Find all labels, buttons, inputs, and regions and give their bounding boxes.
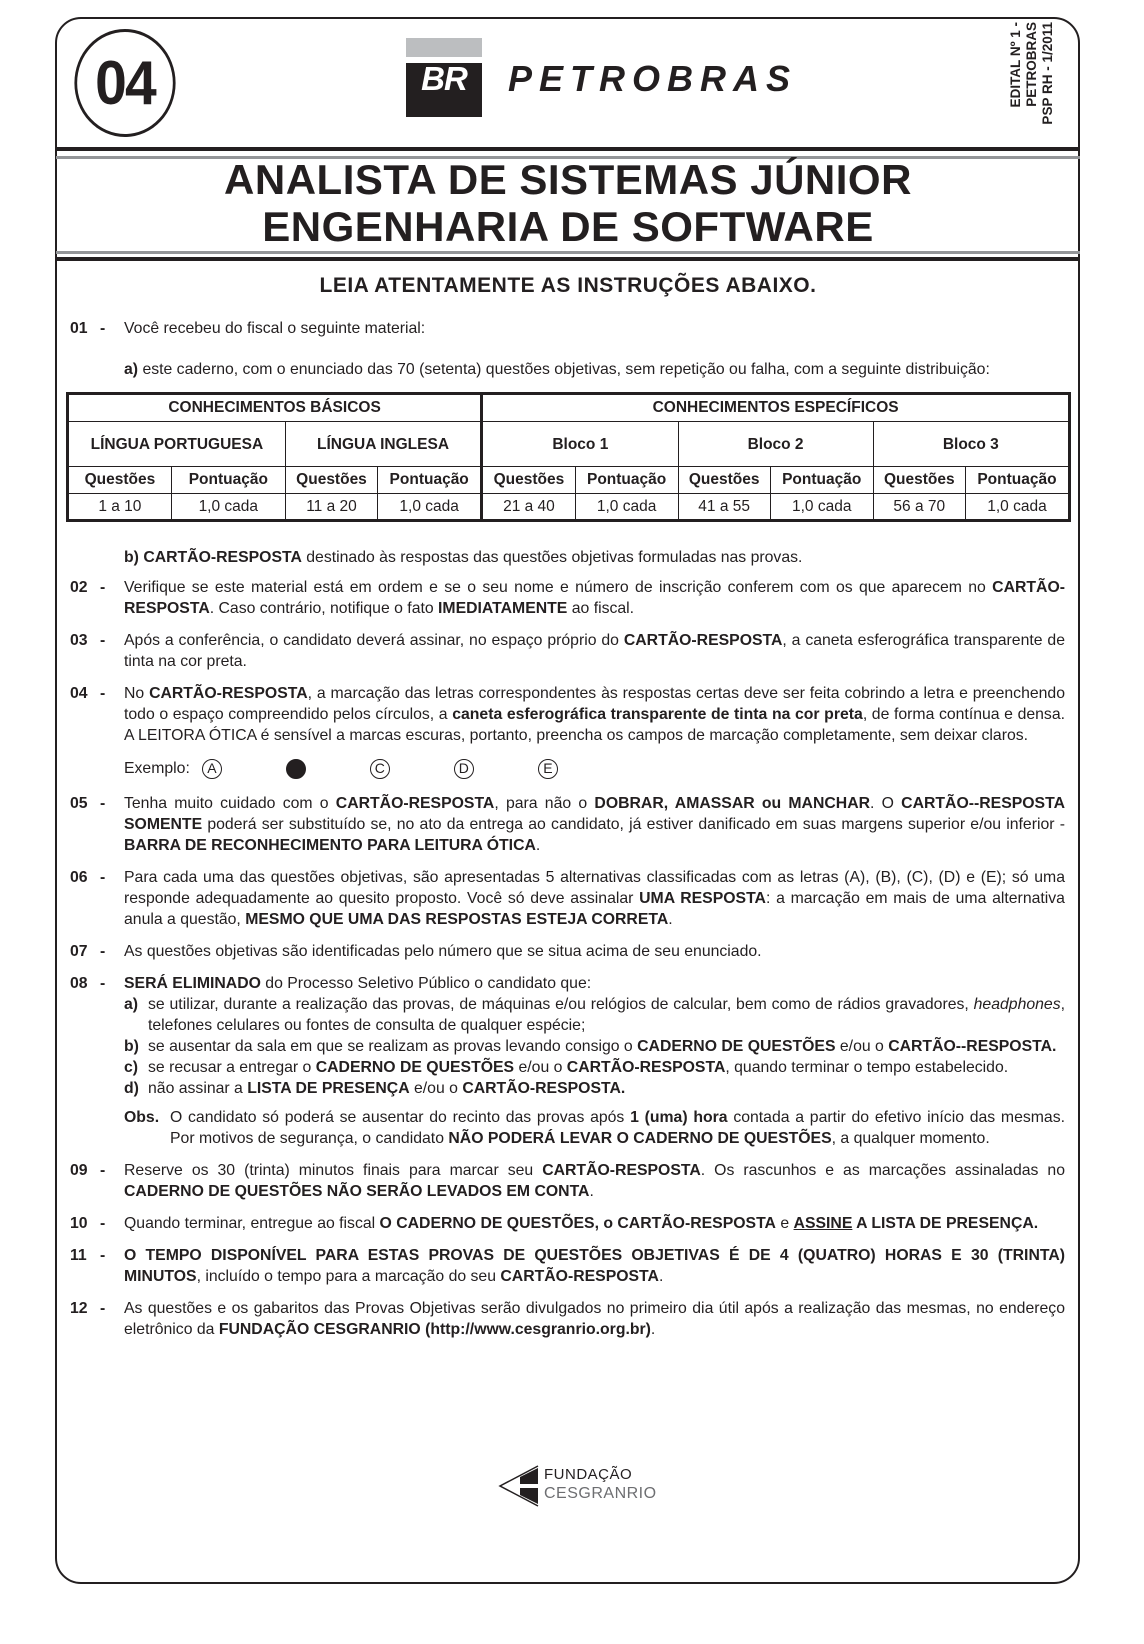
booklet-number-badge — [74, 29, 175, 137]
divider — [56, 147, 1080, 151]
logo-text-cesgranrio: CESGRANRIO — [544, 1485, 657, 1502]
divider — [56, 251, 1080, 254]
instruction-02: 02 - Verifique se este material está em ordem e se o seu nome e número de inscrição conferem com os que aparecem no CARTÃO-RESPOSTA. Caso contrário, notifique o fato IMEDIATAMENTE ao fiscal. — [70, 579, 1065, 617]
edital-line: EDITAL Nº 1 - — [1008, 22, 1023, 108]
option-d-bubble: D — [454, 759, 474, 779]
table-cell: 1,0 cada — [378, 494, 482, 521]
edital-reference — [1008, 22, 1068, 142]
cesgranrio-arrow-icon — [498, 1465, 542, 1507]
item-number: 09 — [70, 1162, 88, 1179]
petrobras-logo-br: BR — [421, 60, 467, 97]
group-header: CONHECIMENTOS ESPECÍFICOS — [482, 394, 1070, 422]
item-number: 10 — [70, 1215, 88, 1232]
edital-line: PSP RH - 1/2011 — [1040, 22, 1055, 125]
instruction-06: 06 - Para cada uma das questões objetivas, são apresentadas 5 alternativas classificadas com as letras (A), (B), (C), (D) e (E); só uma responde adequadamente ao quesito proposto. Você só deve assinalar UMA RESPOSTA: a marcação em mais de uma alternativa anula a questão, MESMO QUE UMA DAS RESPOSTAS ESTEJA CORRETA. — [70, 869, 1065, 928]
example-label: Exemplo: — [124, 760, 190, 777]
instruction-08-subitems — [70, 994, 1065, 1099]
item-number: 03 — [70, 632, 88, 649]
instruction-08c: c) se recusar a entregar o CADERNO DE QUESTÕES e/ou o CARTÃO-RESPOSTA, quando terminar o tempo estabelecido. — [124, 1059, 1009, 1076]
item-number: 01 — [70, 320, 88, 337]
instruction-12: 12 - As questões e os gabaritos das Provas Objetivas serão divulgados no primeiro dia útil após a realização das mesmas, no endereço eletrônico da FUNDAÇÃO CESGRANRIO (http://www.cesgranrio.org.br). — [70, 1300, 1065, 1338]
instruction-08-obs: Obs. O candidato só poderá se ausentar do recinto das provas após 1 (uma) hora contada a partir do efetivo início das mesmas. Por motivos de segurança, o candidato NÃO PODERÁ LEVAR O CADERNO DE QUESTÕES, a qualquer momento. — [124, 1109, 1066, 1147]
item-text: O TEMPO DISPONÍVEL PARA ESTAS PROVAS DE QUESTÕES OBJETIVAS É DE 4 (QUATRO) HORAS E 30 (TRINTA) MINUTOS, incluído o tempo para a marcação do seu CARTÃO-RESPOSTA. — [124, 1247, 1065, 1285]
option-c-bubble: C — [370, 759, 390, 779]
column-header: Questões — [68, 467, 172, 494]
subject-header: Bloco 2 — [678, 422, 873, 467]
column-header: Questões — [873, 467, 965, 494]
instruction-03: 03 - Após a conferência, o candidato deverá assinar, no espaço próprio do CARTÃO-RESPOSTA, a caneta esferográfica transparente de tinta na cor preta. — [70, 632, 1065, 670]
instruction-08: 08 - SERÁ ELIMINADO do Processo Seletivo Público o candidato que: — [70, 973, 1065, 994]
table-cell: 1 a 10 — [68, 494, 172, 521]
item-number: 04 — [70, 685, 88, 702]
table-cell: 56 a 70 — [873, 494, 965, 521]
item-number: 02 — [70, 579, 88, 596]
item-text: No CARTÃO-RESPOSTA, a marcação das letras correspondentes às respostas certas deve ser feita cobrindo a letra e preenchendo todo o espaço compreendido pelos círculos, a caneta esferográfica transparente de tinta na cor preta, de forma contínua e densa. A LEITORA ÓTICA é sensível a marcas escuras, portanto, preencha os campos de marcação completamente, sem deixar claros. — [124, 685, 1065, 744]
item-number: 12 — [70, 1300, 88, 1317]
booklet-number: 04 — [95, 48, 155, 118]
column-header: Pontuação — [575, 467, 678, 494]
exam-title-line1: ANALISTA DE SISTEMAS JÚNIOR — [224, 156, 912, 203]
table-cell: 1,0 cada — [770, 494, 873, 521]
instruction-09: 09 - Reserve os 30 (trinta) minutos finais para marcar seu CARTÃO-RESPOSTA. Os rascunhos e as marcações assinaladas no CADERNO DE QUESTÕES NÃO SERÃO LEVADOS EM CONTA. — [70, 1162, 1065, 1200]
divider — [56, 257, 1080, 261]
column-header: Pontuação — [770, 467, 873, 494]
column-header: Questões — [482, 467, 576, 494]
option-a-bubble: A — [202, 759, 222, 779]
instruction-08d: d) não assinar a LISTA DE PRESENÇA e/ou o CARTÃO-RESPOSTA. — [124, 1080, 626, 1097]
table-row — [68, 494, 1070, 521]
item-number: 11 — [70, 1247, 87, 1264]
table-cell: 11 a 20 — [285, 494, 377, 521]
column-header: Pontuação — [171, 467, 285, 494]
logo-text-fundacao: FUNDAÇÃO — [544, 1466, 633, 1483]
column-header: Pontuação — [965, 467, 1069, 494]
table-cell: 21 a 40 — [482, 494, 576, 521]
instruction-01a — [70, 359, 1065, 380]
sub-label: b) — [124, 549, 139, 566]
cesgranrio-logo — [498, 1465, 657, 1507]
instructions-heading: LEIA ATENTAMENTE AS INSTRUÇÕES ABAIXO. — [319, 274, 817, 297]
item-text: As questões e os gabaritos das Provas Objetivas serão divulgados no primeiro dia útil após a realização das mesmas, no endereço eletrônico da FUNDAÇÃO CESGRANRIO (http://www.cesgranrio.org.br). — [124, 1300, 1065, 1338]
table-cell: 1,0 cada — [171, 494, 285, 521]
item-text: Verifique se este material está em ordem e se o seu nome e número de inscrição conferem com os que aparecem no CARTÃO-RESPOSTA. Caso contrário, notifique o fato IMEDIATAMENTE ao fiscal. — [124, 579, 1065, 617]
instruction-04: 04 - No CARTÃO-RESPOSTA, a marcação das letras correspondentes às respostas certas deve ser feita cobrindo a letra e preenchendo todo o espaço compreendido pelos círculos, a caneta esferográfica transparente de tinta na cor preta, de forma contínua e densa. A LEITORA ÓTICA é sensível a marcas escuras, portanto, preencha os campos de marcação completamente, sem deixar claros. — [70, 685, 1065, 744]
instruction-01b — [70, 547, 1065, 568]
subject-header: Bloco 3 — [873, 422, 1069, 467]
sub-text: este caderno, com o enunciado das 70 (setenta) questões objetivas, sem repetição ou falha, com a seguinte distribuição: — [142, 361, 990, 378]
instruction-05: 05 - Tenha muito cuidado com o CARTÃO-RESPOSTA, para não o DOBRAR, AMASSAR ou MANCHAR. O CARTÃO--RESPOSTA SOMENTE poderá ser substituído se, no ato da entrega ao candidato, já estiver danificado em suas margens superior e/ou inferior - BARRA DE RECONHECIMENTO PARA LEITURA ÓTICA. — [70, 795, 1065, 854]
subject-header: LÍNGUA PORTUGUESA — [68, 422, 286, 467]
subject-header: LÍNGUA INGLESA — [285, 422, 481, 467]
subject-header: Bloco 1 — [482, 422, 678, 467]
option-e-bubble: E — [538, 759, 558, 779]
instruction-08a: a) se utilizar, durante a realização das provas, de máquinas e/ou relógios de calcular, bem como de rádios gravadores, headphones, telefones celulares ou fontes de consulta de qualquer espécie; — [124, 996, 1065, 1034]
bold-text: CARTÃO-RESPOSTA — [143, 549, 302, 566]
instruction-08b: b) se ausentar da sala em que se realizam as provas levando consigo o CADERNO DE QUESTÕES e/ou o CARTÃO--RESPOSTA. — [124, 1038, 1057, 1055]
instruction-01: 01 - Você recebeu do fiscal o seguinte material: — [70, 318, 1065, 339]
item-text: Reserve os 30 (trinta) minutos finais para marcar seu CARTÃO-RESPOSTA. Os rascunhos e as marcações assinaladas no CADERNO DE QUESTÕES NÃO SERÃO LEVADOS EM CONTA. — [124, 1162, 1065, 1200]
group-header: CONHECIMENTOS BÁSICOS — [68, 394, 482, 422]
column-header: Questões — [285, 467, 377, 494]
instruction-11: 11 - O TEMPO DISPONÍVEL PARA ESTAS PROVAS DE QUESTÕES OBJETIVAS É DE 4 (QUATRO) HORAS E 30 (TRINTA) MINUTOS, incluído o tempo para a marcação do seu CARTÃO-RESPOSTA. — [70, 1247, 1065, 1285]
table-cell: 1,0 cada — [965, 494, 1069, 521]
edital-line: PETROBRAS — [1024, 22, 1039, 107]
item-text: Para cada uma das questões objetivas, são apresentadas 5 alternativas classificadas com as letras (A), (B), (C), (D) e (E); só uma responde adequadamente ao quesito proposto. Você só deve assinalar UMA RESPOSTA: a marcação em mais de uma alternativa anula a questão, MESMO QUE UMA DAS RESPOSTAS ESTEJA CORRETA. — [124, 869, 1065, 928]
option-b-filled-bubble — [286, 759, 306, 779]
table-cell: 1,0 cada — [575, 494, 678, 521]
instruction-10: 10 - Quando terminar, entregue ao fiscal O CADERNO DE QUESTÕES, o CARTÃO-RESPOSTA e ASSINE A LISTA DE PRESENÇA. — [70, 1213, 1065, 1234]
item-number: 08 — [70, 975, 88, 992]
sub-text: destinado às respostas das questões objetivas formuladas nas provas. — [301, 549, 803, 566]
item-number: 06 — [70, 869, 88, 886]
instruction-07: 07 - As questões objetivas são identificadas pelo número que se situa acima de seu enunciado. — [70, 941, 1065, 962]
column-header: Questões — [678, 467, 770, 494]
item-text: As questões objetivas são identificadas pelo número que se situa acima de seu enunciado. — [124, 943, 762, 960]
marking-example — [70, 758, 1065, 779]
question-distribution-table — [66, 392, 1071, 522]
item-number: 05 — [70, 795, 88, 812]
item-text: Após a conferência, o candidato deverá assinar, no espaço próprio do CARTÃO-RESPOSTA, a caneta esferográfica transparente de tinta na cor preta. — [124, 632, 1065, 670]
petrobras-wordmark: PETROBRAS — [508, 58, 798, 99]
table-cell: 41 a 55 — [678, 494, 770, 521]
item-number: 07 — [70, 943, 88, 960]
exam-title-line2: ENGENHARIA DE SOFTWARE — [262, 203, 874, 250]
sub-label: a) — [124, 361, 139, 378]
petrobras-logo-bar — [406, 38, 482, 57]
item-text: Tenha muito cuidado com o CARTÃO-RESPOSTA, para não o DOBRAR, AMASSAR ou MANCHAR. O CARTÃO--RESPOSTA SOMENTE poderá ser substituído se, no ato da entrega ao candidato, já estiver danificado em suas margens superior e/ou inferior - BARRA DE RECONHECIMENTO PARA LEITURA ÓTICA. — [124, 795, 1065, 854]
exam-title — [56, 156, 1080, 250]
item-text: Você recebeu do fiscal o seguinte material: — [124, 320, 426, 337]
column-header: Pontuação — [378, 467, 482, 494]
item-text: Quando terminar, entregue ao fiscal O CADERNO DE QUESTÕES, o CARTÃO-RESPOSTA e ASSINE A LISTA DE PRESENÇA. — [124, 1215, 1039, 1232]
item-text: SERÁ ELIMINADO do Processo Seletivo Público o candidato que: — [124, 975, 592, 992]
